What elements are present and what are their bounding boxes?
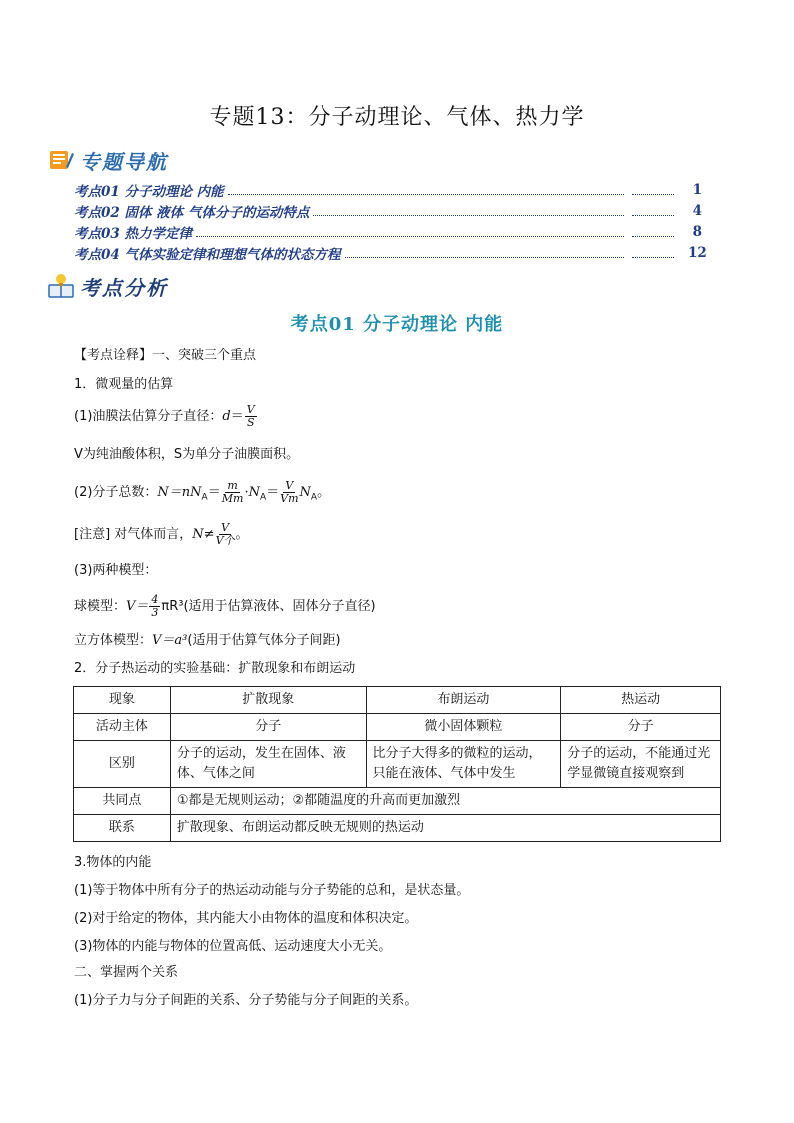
gas-note: [注意] 对气体而言，N≠ $\frac{V}{\text{V个}}$ 。 bbox=[74, 521, 249, 547]
lightbulb-book-icon bbox=[48, 273, 74, 299]
table-cell: 区别 bbox=[74, 741, 171, 788]
toc-page: 4 bbox=[692, 203, 702, 219]
table-header: 热运动 bbox=[561, 687, 721, 714]
table-row bbox=[74, 714, 721, 741]
toc-leader bbox=[632, 257, 674, 258]
toc-leader bbox=[196, 236, 624, 237]
toc-item[interactable] bbox=[74, 243, 707, 263]
document-title: 专题13：分子动理论、气体、热力学 bbox=[209, 105, 585, 130]
heading-thermal-motion: 2．分子热运动的实验基础：扩散现象和布朗运动 bbox=[74, 661, 356, 676]
paragraph: (2)对于给定的物体，其内能大小由物体的温度和体积决定。 bbox=[74, 911, 418, 926]
models-heading: (3)两种模型： bbox=[74, 563, 158, 578]
paragraph: (1)分子力与分子间距的关系、分子势能与分子间距的关系。 bbox=[74, 993, 418, 1008]
fraction: $\frac{4}{3}$ bbox=[151, 593, 159, 619]
toc-label: 考点03 热力学定律 bbox=[74, 226, 192, 242]
heading-two-relations: 二、掌握两个关系 bbox=[74, 965, 179, 980]
fraction: $\frac{V}{Vm}$ bbox=[280, 479, 299, 505]
toc-item[interactable] bbox=[74, 222, 702, 242]
paragraph: (1)等于物体中所有分子的热运动动能与分子势能的总和，是状态量。 bbox=[74, 883, 470, 898]
toc-leader bbox=[632, 236, 674, 237]
toc-item[interactable] bbox=[74, 180, 702, 200]
table-cell: 活动主体 bbox=[74, 714, 171, 741]
table-row bbox=[74, 788, 721, 815]
toc-label: 考点04 气体实验定律和理想气体的状态方程 bbox=[74, 247, 341, 263]
table-cell: 比分子大得多的微粒的运动，只能在液体、气体中发生 bbox=[366, 741, 561, 788]
toc-page: 8 bbox=[692, 224, 702, 240]
toc-leader bbox=[313, 215, 624, 216]
paragraph: (3)物体的内能与物体的位置高低、运动速度大小无关。 bbox=[74, 939, 392, 954]
fraction: $\frac{m}{Mm}$ bbox=[221, 479, 244, 505]
table-cell: 微小固体颗粒 bbox=[366, 714, 561, 741]
book-pen-icon bbox=[48, 147, 74, 173]
table-cell: 共同点 bbox=[74, 788, 171, 815]
toc-leader bbox=[228, 194, 624, 195]
table-header-row bbox=[74, 687, 721, 714]
toc-page: 12 bbox=[688, 245, 707, 261]
toc-item[interactable] bbox=[74, 201, 702, 221]
heading-internal-energy: 3.物体的内能 bbox=[74, 855, 152, 870]
table-cell: 分子 bbox=[170, 714, 366, 741]
table-cell: 联系 bbox=[74, 815, 171, 842]
fraction: $\frac{V}{S}$ bbox=[246, 403, 255, 429]
oil-film-formula: (1)油膜法估算分子直径：d＝ $\frac{V}{S}$ bbox=[74, 403, 255, 429]
intro-line: 【考点诠释】一、突破三个重点 bbox=[74, 348, 257, 363]
oil-film-note: V为纯油酸体积，S为单分子油膜面积。 bbox=[74, 447, 300, 462]
table-cell: 扩散现象、布朗运动都反映无规则的热运动 bbox=[170, 815, 720, 842]
molecule-count-formula: (2)分子总数：$N=nN_A=$ $\frac{m}{Mm}$ $\cdot N_A=$ $\frac{V}{Vm}$ $N_A$。 bbox=[74, 479, 331, 505]
analysis-banner bbox=[48, 272, 168, 300]
table-cell: ①都是无规则运动；②都随温度的升高而更加激烈 bbox=[170, 788, 720, 815]
toc-leader bbox=[345, 257, 625, 258]
table-row bbox=[74, 815, 721, 842]
nav-banner-label: 专题导航 bbox=[80, 149, 168, 174]
table-cell: 分子的运动，发生在固体、液体、气体之间 bbox=[170, 741, 366, 788]
sphere-model: 球模型：V＝ $\frac{4}{3}$ πR³(适用于估算液体、固体分子直径) bbox=[74, 593, 376, 619]
cube-model: 立方体模型：V＝a³(适用于估算气体分子间距) bbox=[74, 633, 341, 648]
toc-page: 1 bbox=[692, 182, 702, 198]
toc-leader bbox=[632, 215, 674, 216]
toc-label: 考点02 固体 液体 气体分子的运动特点 bbox=[74, 205, 310, 221]
table-cell: 分子的运动，不能通过光学显微镜直接观察到 bbox=[561, 741, 721, 788]
analysis-banner-label: 考点分析 bbox=[80, 275, 168, 300]
table-header: 扩散现象 bbox=[170, 687, 366, 714]
comparison-table bbox=[73, 686, 721, 842]
topic-nav-banner bbox=[48, 146, 168, 174]
table-header: 布朗运动 bbox=[366, 687, 561, 714]
heading-microscopic-estimate: 1．微观量的估算 bbox=[74, 377, 174, 392]
table-header: 现象 bbox=[74, 687, 171, 714]
section-title: 考点01 分子动理论 内能 bbox=[290, 314, 504, 335]
toc-label: 考点01 分子动理论 内能 bbox=[74, 184, 224, 200]
table-row bbox=[74, 741, 721, 788]
toc-leader bbox=[632, 194, 674, 195]
fraction: $\frac{V}{\text{V个}}$ bbox=[215, 521, 235, 547]
table-cell: 分子 bbox=[561, 714, 721, 741]
